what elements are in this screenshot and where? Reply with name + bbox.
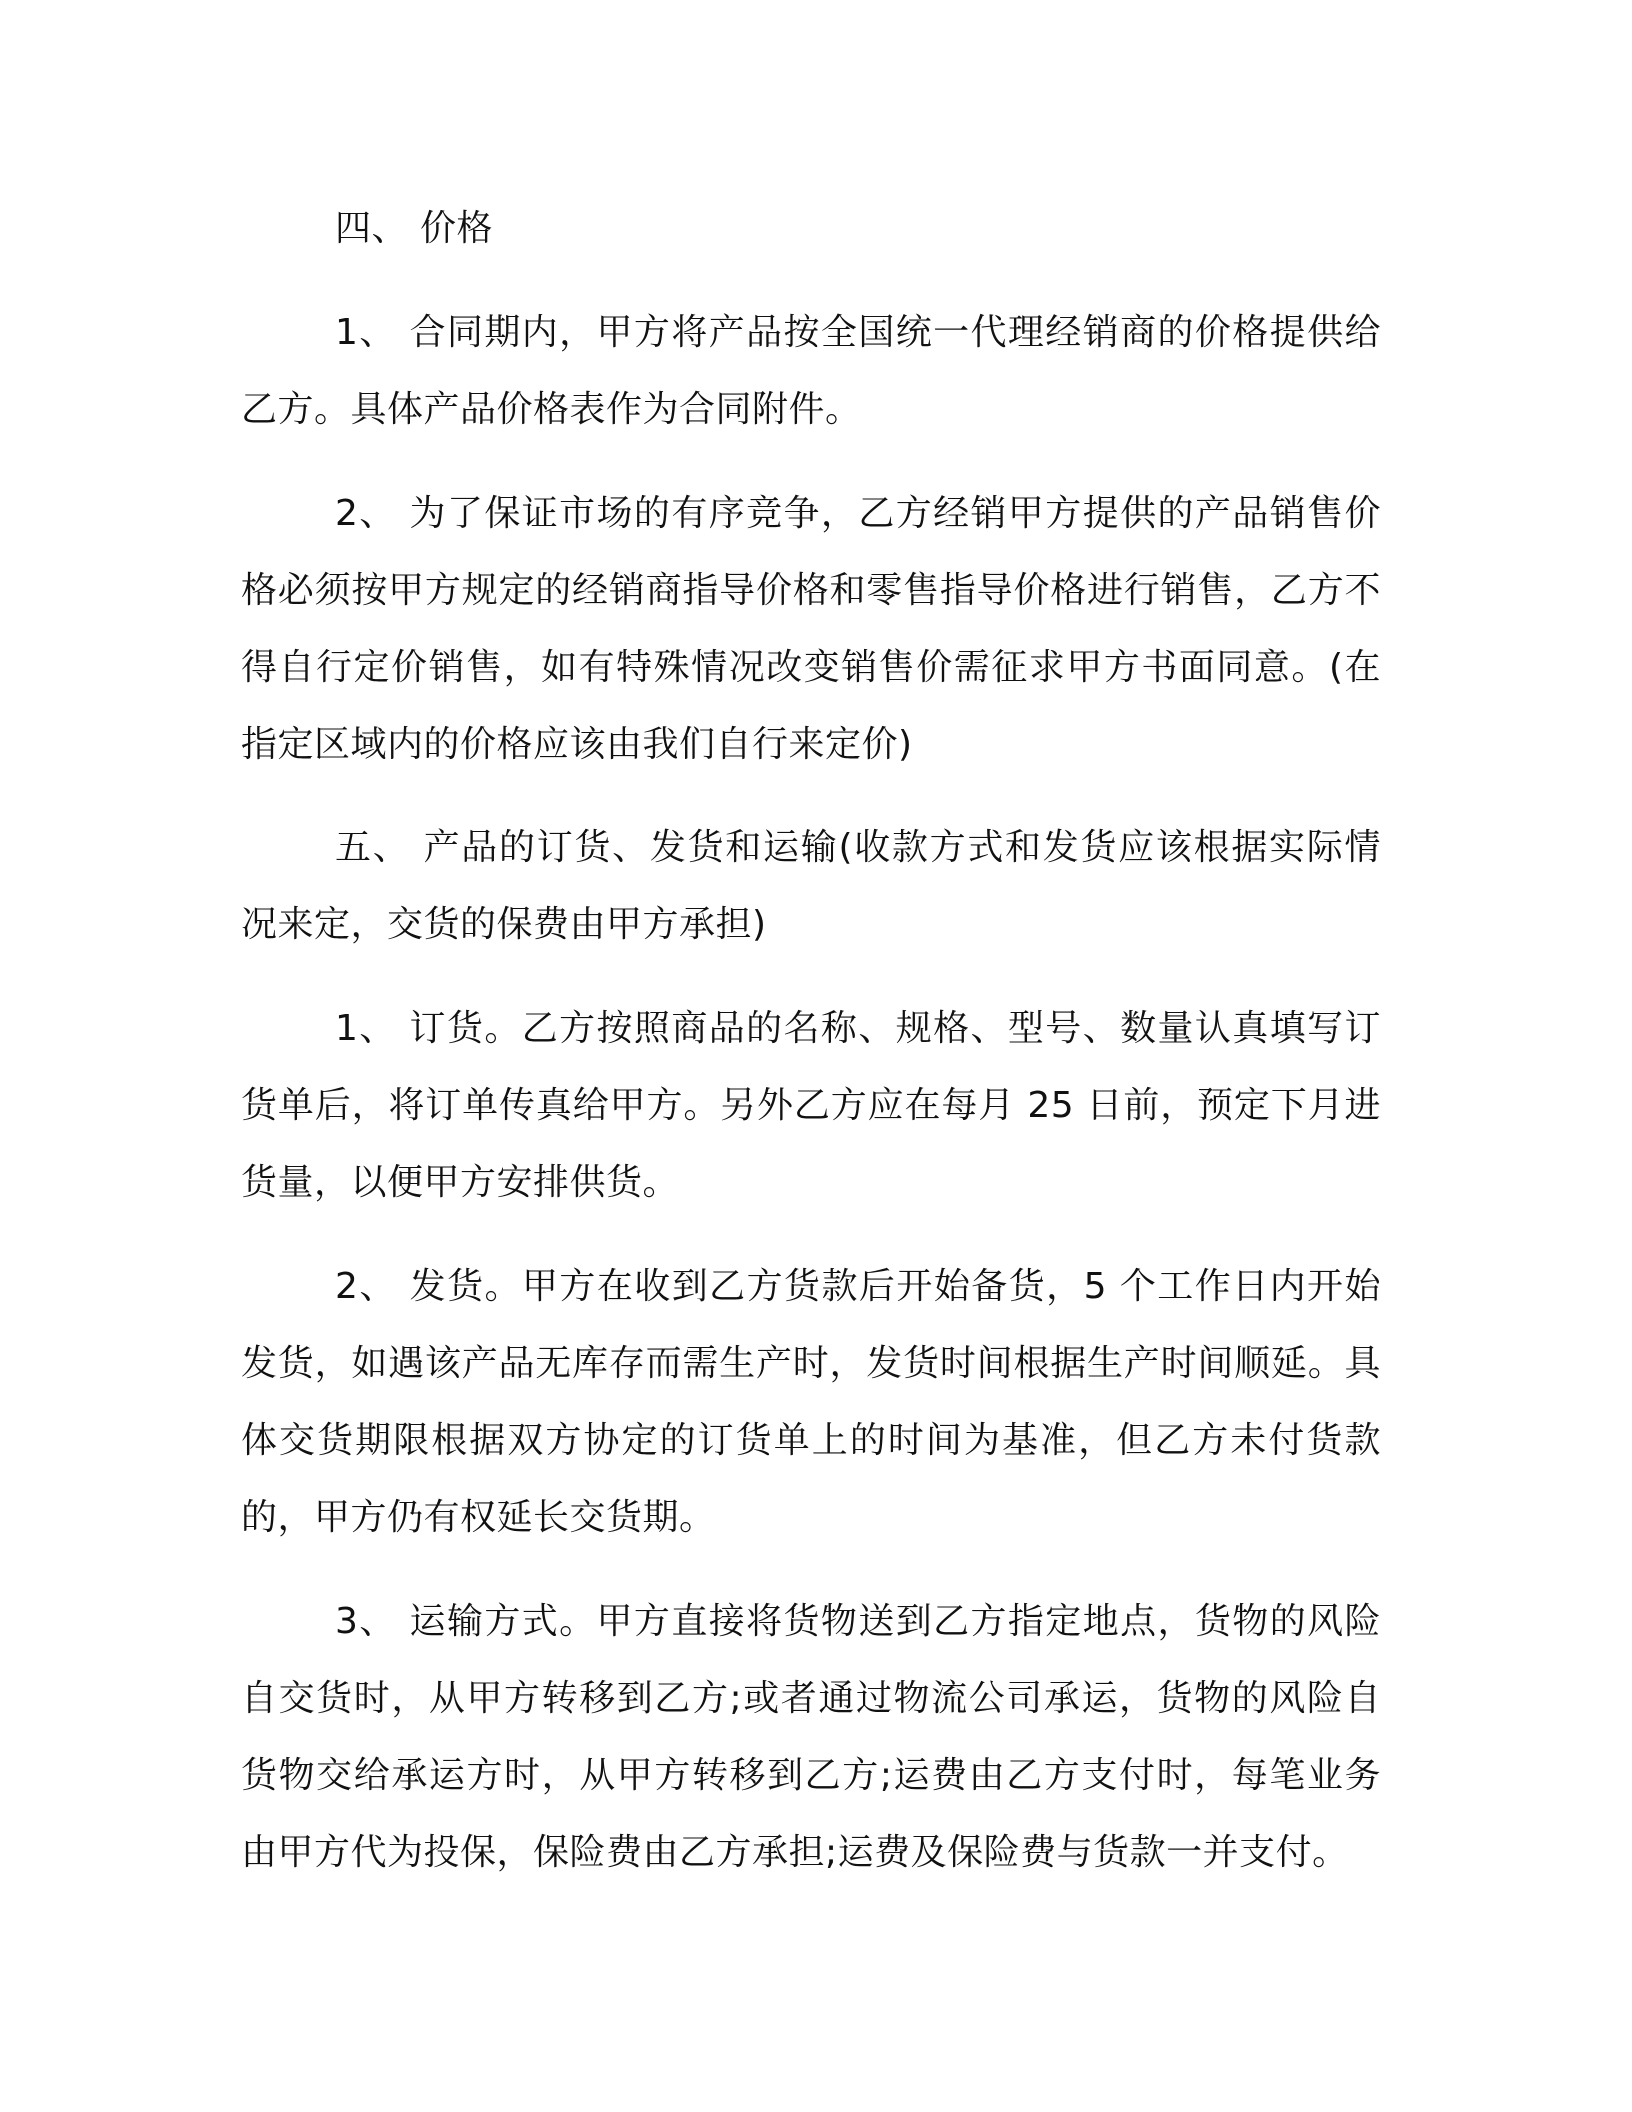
price-clause-1: 1、 合同期内，甲方将产品按全国统一代理经销商的价格提供给乙方。具体产品价格表作为合同附件。 <box>241 312 1381 430</box>
price-clause-2: 2、 为了保证市场的有序竞争，乙方经销甲方提供的产品销售价格必须按甲方规定的经销商指导价格和零售指导价格进行销售，乙方不得自行定价销售，如有特殊情况改变销售价需征求甲方书面同意。(在指定区域内的价格应该由我们自行来定价) <box>241 493 1381 765</box>
section-heading-ordering: 五、 产品的订货、发货和运输(收款方式和发货应该根据实际情况来定，交货的保费由甲方承担) <box>241 827 1381 945</box>
ordering-clause-1: 1、 订货。乙方按照商品的名称、规格、型号、数量认真填写订货单后，将订单传真给甲方。另外乙方应在每月 25 日前，预定下月进货量，以便甲方安排供货。 <box>241 1008 1381 1203</box>
transport-clause-3: 3、 运输方式。甲方直接将货物送到乙方指定地点，货物的风险自交货时，从甲方转移到乙方;或者通过物流公司承运，货物的风险自货物交给承运方时，从甲方转移到乙方;运费由乙方支付时，每笔业务由甲方代为投保，保险费由乙方承担;运费及保险费与货款一并支付。 <box>241 1601 1381 1873</box>
shipping-clause-2: 2、 发货。甲方在收到乙方货款后开始备货，5 个工作日内开始发货，如遇该产品无库存而需生产时，发货时间根据生产时间顺延。具体交货期限根据双方协定的订货单上的时间为基准，但乙方未付货款的，甲方仍有权延长交货期。 <box>241 1266 1381 1538</box>
section-heading-price: 四、 价格 <box>335 208 493 249</box>
document-page <box>241 190 1381 1891</box>
